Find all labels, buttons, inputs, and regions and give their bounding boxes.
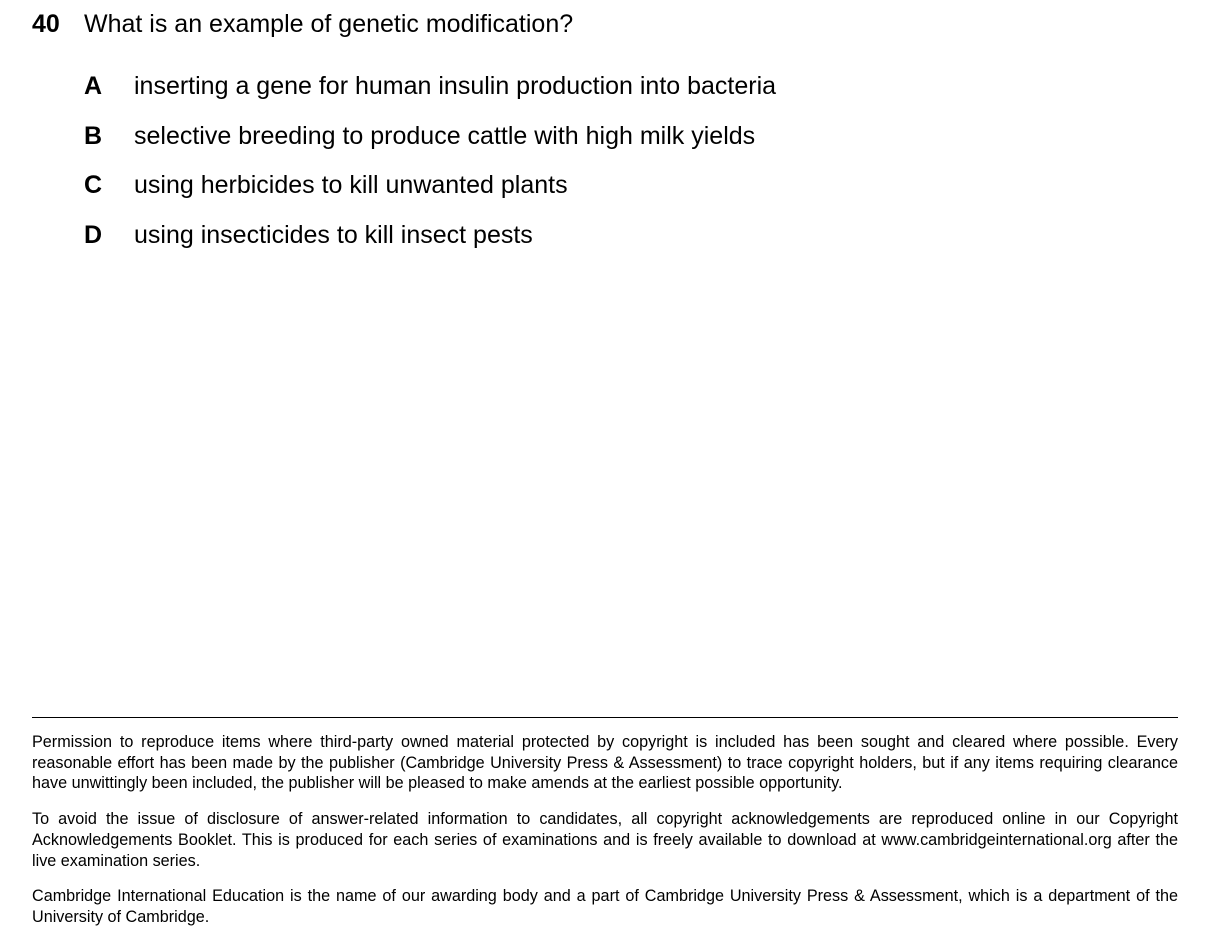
option-text: using insecticides to kill insect pests <box>134 221 533 250</box>
footer-paragraph-permission: Permission to reproduce items where third-party owned material protected by copyright is included has been sought and cleared where possible. Every reasonable effort has been made by the publisher (Cambridge University Press & Assessment) to trace copyright holders, but if any items requiring clearance have unwittingly been included, the publisher will be pleased to make amends at the earliest possible opportunity. <box>32 733 1178 793</box>
question-stem: What is an example of genetic modification? <box>84 10 574 38</box>
footer-divider <box>32 717 1178 718</box>
option-d[interactable] <box>84 219 1084 269</box>
option-letter: A <box>84 72 103 100</box>
option-c[interactable] <box>84 169 1084 219</box>
option-text: using herbicides to kill unwanted plants <box>134 171 568 200</box>
footer-paragraph-acknowledgements: To avoid the issue of disclosure of answer-related information to candidates, all copyright acknowledgements are reproduced online in our Copyright Acknowledgements Booklet. This is produced for each series of examinations and is freely available to download at www.cambridgeinternational.org after the live examination series. <box>32 810 1178 870</box>
footer-paragraph-awarding-body: Cambridge International Education is the name of our awarding body and a part of Cambridge University Press & Assessment, which is a department of the University of Cambridge. <box>32 887 1178 926</box>
option-b[interactable] <box>84 120 1084 170</box>
option-letter: C <box>84 171 103 200</box>
option-letter: D <box>84 221 103 250</box>
answer-options <box>84 70 1084 269</box>
copyright-footer <box>32 732 1178 943</box>
option-text: inserting a gene for human insulin production into bacteria <box>134 72 777 100</box>
option-a[interactable] <box>84 70 1084 120</box>
option-letter: B <box>84 121 103 150</box>
question-number: 40 <box>32 10 60 38</box>
option-text: selective breeding to produce cattle with high milk yields <box>134 121 756 150</box>
